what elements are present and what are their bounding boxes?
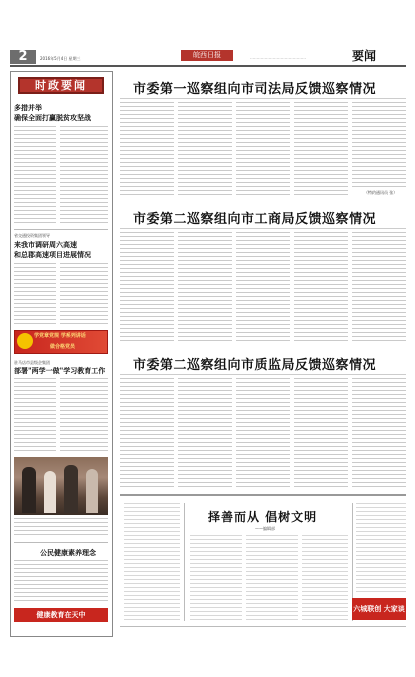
story1-body	[14, 126, 56, 226]
article3-col3	[236, 378, 290, 488]
story3-kicker: 驻马店市县级企集团	[14, 360, 50, 365]
date-line: 2016年5月4日 星期三	[40, 56, 81, 61]
bottom-banner: 健康教育在天中	[14, 608, 108, 622]
photo-figure-2	[44, 471, 56, 513]
section-name: 要闻	[352, 49, 377, 63]
article2-rule	[120, 228, 406, 229]
article1-col5	[352, 102, 406, 188]
article2-col5	[352, 232, 406, 342]
masthead-info: ……………………………………	[250, 55, 306, 60]
article1-col2	[178, 102, 232, 196]
article2-col1	[120, 232, 174, 342]
photo-figure-1	[22, 467, 36, 513]
page-number: 2	[18, 49, 28, 64]
article1-col3	[236, 102, 290, 196]
article3-headline: 市委第二巡察组向市质监局反馈巡察情况	[133, 358, 377, 373]
article3-col5	[352, 378, 406, 488]
banner-line-2: 做合格党员	[50, 344, 76, 350]
article4-headline: 择善而从 倡树文明	[208, 510, 318, 524]
article1-rule	[120, 98, 406, 99]
article2-col3	[236, 232, 290, 342]
story4-title: 公民健康素养理念	[40, 548, 96, 557]
article1-col4	[294, 102, 348, 196]
article4-col3	[302, 535, 348, 621]
article4-right-col	[356, 503, 406, 593]
story2-kicker: 省交通投资集团领导	[14, 233, 50, 238]
story1-title-1: 多措并举	[14, 103, 42, 112]
banner-line-1: 学党章党规 学系列讲话	[34, 333, 86, 339]
story3-title: 部署"两学一做"学习教育工作	[14, 366, 106, 375]
story1-body-2	[60, 126, 108, 226]
article4-byline: ——编辑部	[255, 526, 275, 531]
promo-text: 六城联创 大家谈	[353, 605, 405, 613]
photo-figure-3	[64, 465, 78, 513]
article4-col2	[246, 535, 298, 621]
politics-box-title: 时政要闻	[35, 79, 87, 92]
article1-col1	[120, 102, 174, 196]
story2-title-1: 来我市调研周六高速	[14, 240, 77, 249]
article2-col4	[294, 232, 348, 342]
story1-title-2: 确保全面打赢脱贫攻坚战	[14, 113, 91, 122]
story2-title-2: 和总郡高速项目进展情况	[14, 250, 91, 259]
article1-credit: （特约通讯员 张）	[364, 190, 398, 195]
story3-body	[14, 378, 56, 453]
paper-logo: 皖西日报	[181, 50, 233, 61]
article4-divider-left	[184, 503, 185, 621]
story2-body	[14, 263, 56, 325]
article1-headline: 市委第一巡察组向市司法局反馈巡察情况	[133, 82, 377, 97]
left-divider-2	[14, 542, 108, 543]
article3-col2	[178, 378, 232, 488]
news-photo	[14, 457, 108, 515]
story-divider	[14, 229, 108, 230]
article4-left-col	[124, 503, 180, 621]
page-bottom-rule	[120, 626, 406, 627]
article2-headline: 市委第二巡察组向市工商局反馈巡察情况	[133, 212, 377, 227]
article2-col2	[178, 232, 232, 342]
section-rule	[120, 494, 406, 496]
story4-body	[14, 560, 108, 602]
article3-col4	[294, 378, 348, 488]
photo-caption	[14, 518, 108, 538]
article3-col1	[120, 378, 174, 488]
article3-rule	[120, 374, 406, 375]
party-emblem-icon	[17, 333, 33, 349]
masthead-rule	[10, 65, 406, 67]
photo-figure-4	[86, 469, 98, 513]
story2-body-2	[60, 263, 108, 325]
article4-col1	[190, 535, 242, 621]
story3-body-2	[60, 378, 108, 453]
